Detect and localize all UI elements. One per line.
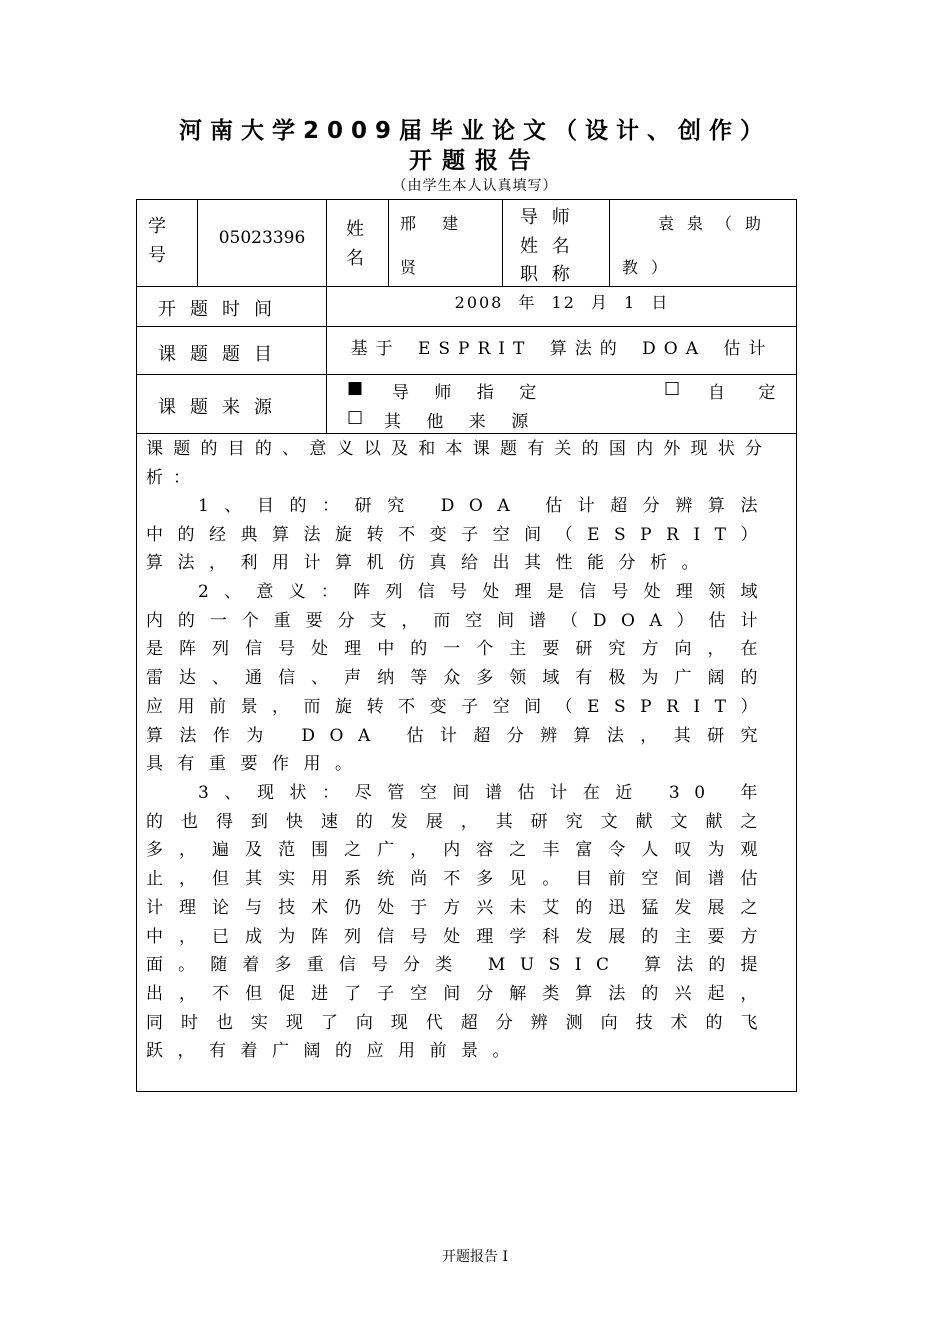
date-label: 开题时间: [158, 299, 286, 320]
col-divider: [326, 199, 327, 433]
name-label: 姓名: [346, 219, 364, 269]
source-option-self: 自 定: [708, 383, 790, 403]
row-divider: [136, 326, 797, 327]
report-title: 河南大学2009届毕业论文（设计、创作）: [178, 118, 771, 144]
source-label: 课题来源: [158, 397, 286, 418]
fill-note: （由学生本人认真填写）: [392, 178, 558, 194]
col-divider: [502, 199, 503, 286]
paragraph-text: 2、意义：阵列信号处理是信号处理领域内的一个重要分支，而空间谱（DOA）估计是阵列信号处理中的一个主要研究方向，在雷达、通信、声纳等众多领域有极为广阔的应用前景，而旋转不变子空间（ESPRIT）算法作为 DOA 估计超分辨算法，其研究具有重要作用。: [146, 582, 772, 775]
checkbox-checked-icon[interactable]: ■: [347, 378, 364, 398]
source-option-advisor: 导 师 指 定: [392, 383, 547, 403]
paragraph-text: 3、现状：尽管空间谱估计在近 30 年的也得到快速的发展，其研究文献文献之多，遍及范围之广，内容之丰富令人叹为观止，但其实用系统尚不多见。目前空间谱估计理论与技术仍处于方兴未艾的迅猛发展之中，已成为阵列信号处理学科发展的主要方面。随着多重信号分类 MUSIC 算法的提出，不但促进了子空间分解类算法的兴起，同时也实现了向现代超分辨测向技术的飞跃，有着广阔的应用前景。: [146, 783, 772, 1062]
advisor-label-line2: 姓 名: [520, 236, 574, 257]
page-footer: 开题报告 I: [442, 1249, 508, 1265]
paragraph-purpose: [146, 492, 772, 578]
col-divider: [388, 199, 389, 286]
student-id-label: 学号: [148, 216, 166, 266]
row-divider: [136, 433, 797, 434]
checkbox-unchecked-icon[interactable]: □: [664, 378, 681, 398]
checkbox-unchecked-icon[interactable]: □: [347, 407, 364, 427]
advisor-value: 袁泉（助教）: [622, 214, 775, 277]
source-option-other: 其 他 来 源: [384, 412, 539, 432]
open-date-value: 2008 年 12 月 1 日: [454, 293, 670, 312]
row-divider: [136, 374, 797, 375]
analysis-heading: 课题的目的、意义以及和本课题有关的国内外现状分析：: [146, 439, 772, 488]
col-divider: [609, 199, 610, 286]
report-subtitle: 开题报告: [409, 148, 541, 174]
topic-label: 课题题目: [158, 344, 286, 365]
paragraph-status: [146, 779, 772, 1066]
student-id-value: 05023396: [218, 228, 306, 248]
topic-value: 基于 ESPRIT 算法的 DOA 估计: [350, 339, 774, 359]
paragraph-significance: [146, 578, 772, 779]
paragraph-text: 1、目的：研究 DOA 估计超分辨算法中的经典算法旋转不变子空间（ESPRIT）算法，利用计算机仿真给出其性能分析。: [146, 496, 772, 574]
advisor-label-line3: 职 称: [520, 264, 574, 285]
student-name-value: 邢建贤: [400, 214, 485, 277]
advisor-label-line1: 导 师: [520, 207, 574, 228]
